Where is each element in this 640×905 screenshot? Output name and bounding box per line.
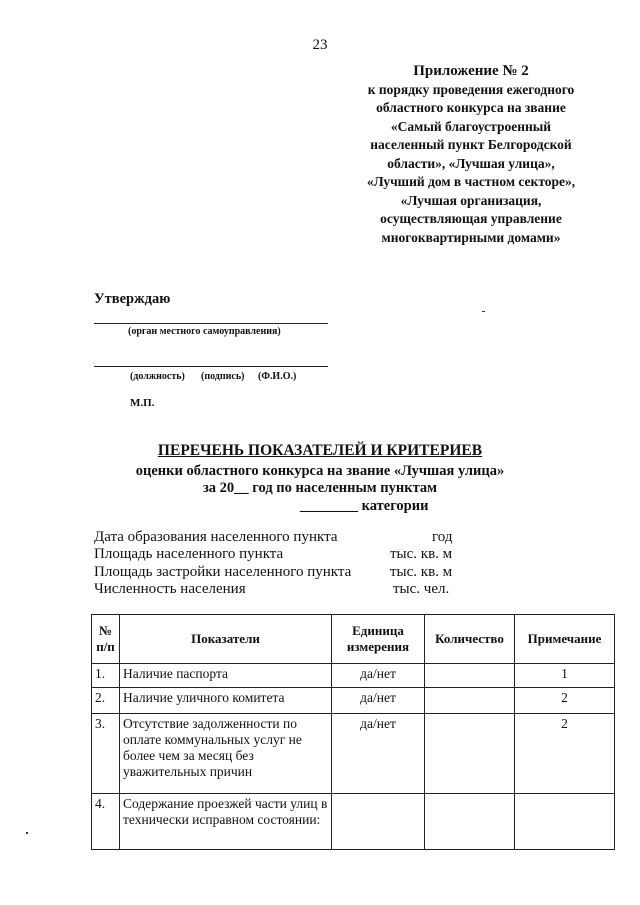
approval-title: Утверждаю (94, 291, 171, 307)
cell-unit: да/нет (332, 714, 425, 794)
appendix-line: осуществляющая управление (380, 211, 562, 226)
info-label-built-area: Площадь застройки населенного пункта (94, 564, 352, 580)
scan-speck (482, 311, 485, 312)
authority-caption: (орган местного самоуправления) (128, 326, 281, 337)
appendix-line: области», «Лучшая улица», (387, 155, 555, 171)
appendix-title: Приложение № 2 (413, 63, 529, 79)
info-unit-founding-date: год (432, 529, 453, 545)
header-unit: Единица измерения (332, 615, 425, 664)
appendix-line: «Лучший дом в частном секторе», (366, 174, 576, 189)
cell-unit: да/нет (332, 664, 425, 688)
heading-year-line: за 20__ год по населенным пунктам (202, 480, 438, 496)
position-caption: (должность) (130, 371, 185, 382)
appendix-line: многоквартирными домами» (381, 229, 561, 245)
scan-speck (26, 832, 28, 834)
header-quantity: Количество (425, 615, 515, 664)
cell-note (515, 794, 615, 850)
cell-indicator: Наличие паспорта (120, 664, 332, 688)
cell-quantity (425, 794, 515, 850)
position-signature-line (94, 366, 328, 367)
header-note: Примечание (515, 615, 615, 664)
cell-indicator: Наличие уличного комитета (120, 688, 332, 714)
cell-unit (332, 794, 425, 850)
cell-unit: да/нет (332, 688, 425, 714)
document-heading: ПЕРЕЧЕНЬ ПОКАЗАТЕЛЕЙ И КРИТЕРИЕВ (157, 442, 483, 459)
table-row (92, 688, 615, 714)
cell-num: 4. (92, 794, 120, 850)
appendix-line: «Самый благоустроенный (390, 118, 552, 134)
cell-quantity (425, 714, 515, 794)
cell-num: 1. (92, 664, 120, 688)
cell-indicator: Содержание проезжей части улиц в технически исправном состоянии: (120, 794, 332, 850)
table-row (92, 794, 615, 850)
cell-note: 1 (515, 664, 615, 688)
appendix-line: населенный пункт Белгородской (370, 137, 572, 152)
cell-num: 2. (92, 688, 120, 714)
stamp-place-label: М.П. (130, 397, 155, 409)
heading-subtitle: оценки областного конкурса на звание «Лучшая улица» (135, 463, 505, 479)
cell-note: 2 (515, 714, 615, 794)
table-row (92, 714, 615, 794)
heading-category-line: ________ категории (300, 498, 429, 514)
info-unit-built-area: тыс. кв. м (390, 564, 453, 580)
appendix-line: к порядку проведения ежегодного (367, 81, 575, 97)
cell-note: 2 (515, 688, 615, 714)
info-label-area: Площадь населенного пункта (94, 546, 284, 562)
authority-signature-line (94, 323, 328, 324)
signature-caption: (подпись) (201, 371, 245, 382)
page-number: 23 (312, 37, 328, 53)
info-unit-population: тыс. чел. (393, 581, 450, 597)
header-num: № п/п (92, 615, 120, 664)
cell-num: 3. (92, 714, 120, 794)
info-unit-area: тыс. кв. м (390, 546, 453, 562)
appendix-line: «Лучшая организация, (400, 192, 542, 208)
appendix-block (336, 62, 606, 247)
name-caption: (Ф.И.О.) (258, 371, 297, 382)
table-row (92, 664, 615, 688)
cell-quantity (425, 664, 515, 688)
info-label-population: Численность населения (94, 581, 246, 597)
info-label-founding-date: Дата образования населенного пункта (94, 529, 338, 545)
criteria-table (91, 614, 615, 850)
table-header-row (92, 615, 615, 664)
appendix-line: областного конкурса на звание (376, 100, 566, 115)
cell-quantity (425, 688, 515, 714)
header-indicator: Показатели (120, 615, 332, 664)
cell-indicator: Отсутствие задолженности по оплате коммунальных услуг не более чем за месяц без уважительных причин (120, 714, 332, 794)
